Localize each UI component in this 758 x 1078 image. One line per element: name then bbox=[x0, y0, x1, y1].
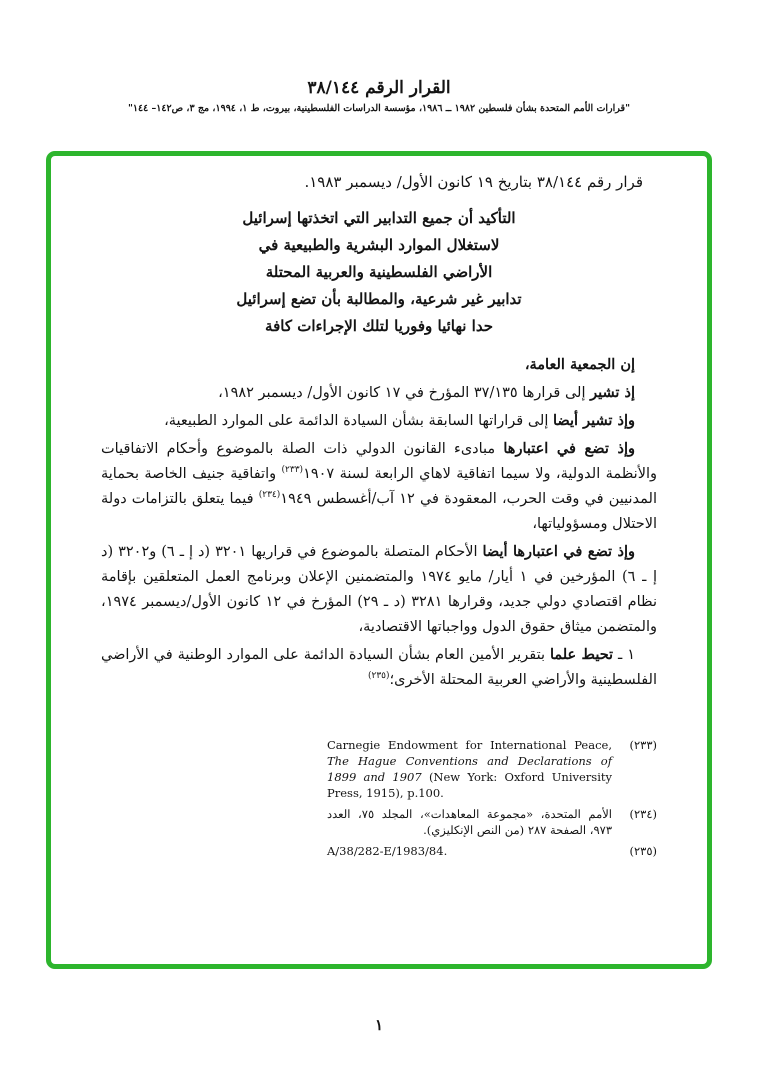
footnote-ref-233: (٢٣٣) bbox=[281, 465, 304, 476]
source-citation: "قرارات الأمم المتحدة بشأن فلسطين ١٩٨٢ ــ ١٩٨٦، مؤسسة الدراسات الفلسطينية، بيروت، ط ١، ١٩٩٤، مج ٣، ص١٤٢– ١٤٤" bbox=[127, 103, 631, 114]
operative-number: ١ ـ bbox=[613, 647, 635, 663]
heading-line-2: لاستغلال الموارد البشرية والطبيعية في bbox=[258, 236, 500, 254]
paragraph-preamble-2 bbox=[101, 380, 657, 406]
footnotes-section bbox=[327, 737, 657, 859]
resolution-box bbox=[46, 151, 712, 969]
paragraph-text: واتفاقية جنيف الخاصة بحماية المدنيين في وقت الحرب، المعقودة في ١٢ آب/أغسطس ١٩٤٩ bbox=[101, 466, 657, 507]
footnote-text: A/38/282-E/1983/84. bbox=[327, 844, 448, 858]
footnote-235 bbox=[327, 843, 657, 859]
resolution-heading bbox=[123, 205, 635, 340]
paragraph-text: بتقرير الأمين العام بشأن السيادة الدائمة على الموارد الوطنية في الأراضي الفلسطينية والأراضي العربية المحتلة الأخرى؛ bbox=[101, 647, 657, 688]
footnote-text bbox=[327, 737, 612, 801]
heading-line-3: الأراضي الفلسطينية والعربية المحتلة bbox=[265, 263, 493, 281]
paragraph-preamble-3 bbox=[101, 408, 657, 434]
resolution-intro-line: قرار رقم ٣٨/١٤٤ بتاريخ ١٩ كانون الأول/ ديسمبر ١٩٨٣. bbox=[304, 173, 643, 191]
footnote-text: الأمم المتحدة، «مجموعة المعاهدات»، المجلد ٧٥، العدد ٩٧٣، الصفحة ٢٨٧ (من النص الإنكليزي). bbox=[327, 807, 612, 837]
footnote-marker: (٢٣٣) bbox=[629, 738, 657, 752]
paragraph-preamble-1 bbox=[101, 352, 657, 378]
footnote-234 bbox=[327, 806, 657, 838]
paragraph-text: فيما يتعلق بالتزامات دولة الاحتلال ومسؤولياتها، bbox=[101, 491, 657, 532]
lead-phrase: وإذ تضع في اعتبارها أيضا bbox=[482, 543, 635, 560]
resolution-content bbox=[51, 156, 707, 874]
heading-line-1: التأكيد أن جميع التدابير التي اتخذتها إسرائيل bbox=[242, 209, 516, 227]
footnote-text-part: Carnegie Endowment for International Peace, bbox=[327, 738, 612, 752]
lead-phrase: إذ تشير bbox=[590, 384, 635, 401]
footnote-marker: (٢٣٤) bbox=[629, 807, 657, 821]
paragraph-operative-1 bbox=[101, 642, 657, 693]
footnote-233 bbox=[327, 737, 657, 801]
paragraph-text: إلى قراراتها السابقة بشأن السيادة الدائمة على الموارد الطبيعية، bbox=[164, 413, 553, 429]
paragraph-text: إلى قرارها ٣٧/١٣٥ المؤرخ في ١٧ كانون الأول/ ديسمبر ١٩٨٢، bbox=[218, 385, 591, 401]
paragraph-text: مبادىء القانون الدولي ذات الصلة بالموضوع وأحكام الاتفاقيات والأنظمة الدولية، ولا سيما اتفاقية لاهاي الرابعة لسنة ١٩٠٧ bbox=[101, 441, 657, 482]
lead-phrase: تحيط علما bbox=[549, 646, 614, 663]
lead-phrase: وإذ تشير أيضا bbox=[553, 412, 635, 429]
heading-line-5: حدا نهائيا وفوريا لتلك الإجراءات كافة bbox=[265, 317, 493, 335]
footnote-text-part: (New York: Oxford University Press, 1915), p.100. bbox=[327, 770, 613, 800]
page-title: القرار الرقم ٣٨/١٤٤ bbox=[307, 78, 451, 98]
paragraph-preamble-5 bbox=[101, 539, 657, 640]
paragraph-text: الأحكام المتصلة بالموضوع في قراريها ٣٢٠١ (د إ ـ ٦) و٣٢٠٢ (د إ ـ ٦) المؤرخين في ١ أيار/ مايو ١٩٧٤ والمتضمنين الإعلان وبرنامج العمل المتعلقين بإقامة نظام اقتصادي دولي جديد، وقرارها ٣٢٨١ (د ـ ٢٩) المؤرخ في ١٢ كانون الأول/ديسمبر ١٩٧٤، والمتضمن ميثاق حقوق الدول وواجباتها الاقتصادية، bbox=[101, 544, 657, 635]
heading-line-4: تدابير غير شرعية، والمطالبة بأن تضع إسرائيل bbox=[236, 290, 522, 308]
footnote-ref-234: (٢٣٤) bbox=[258, 490, 281, 501]
lead-phrase: إن الجمعية العامة، bbox=[524, 356, 635, 373]
paragraph-preamble-4 bbox=[101, 436, 657, 537]
lead-phrase: وإذ تضع في اعتبارها bbox=[503, 440, 635, 457]
footnote-ref-235: (٢٣٥) bbox=[367, 671, 390, 682]
footnote-text-italic: The Hague Conventions and Declarations of 1899 and 1907 bbox=[327, 754, 612, 784]
footnote-marker: (٢٣٥) bbox=[629, 844, 657, 858]
page-number: ١ bbox=[374, 1016, 384, 1034]
